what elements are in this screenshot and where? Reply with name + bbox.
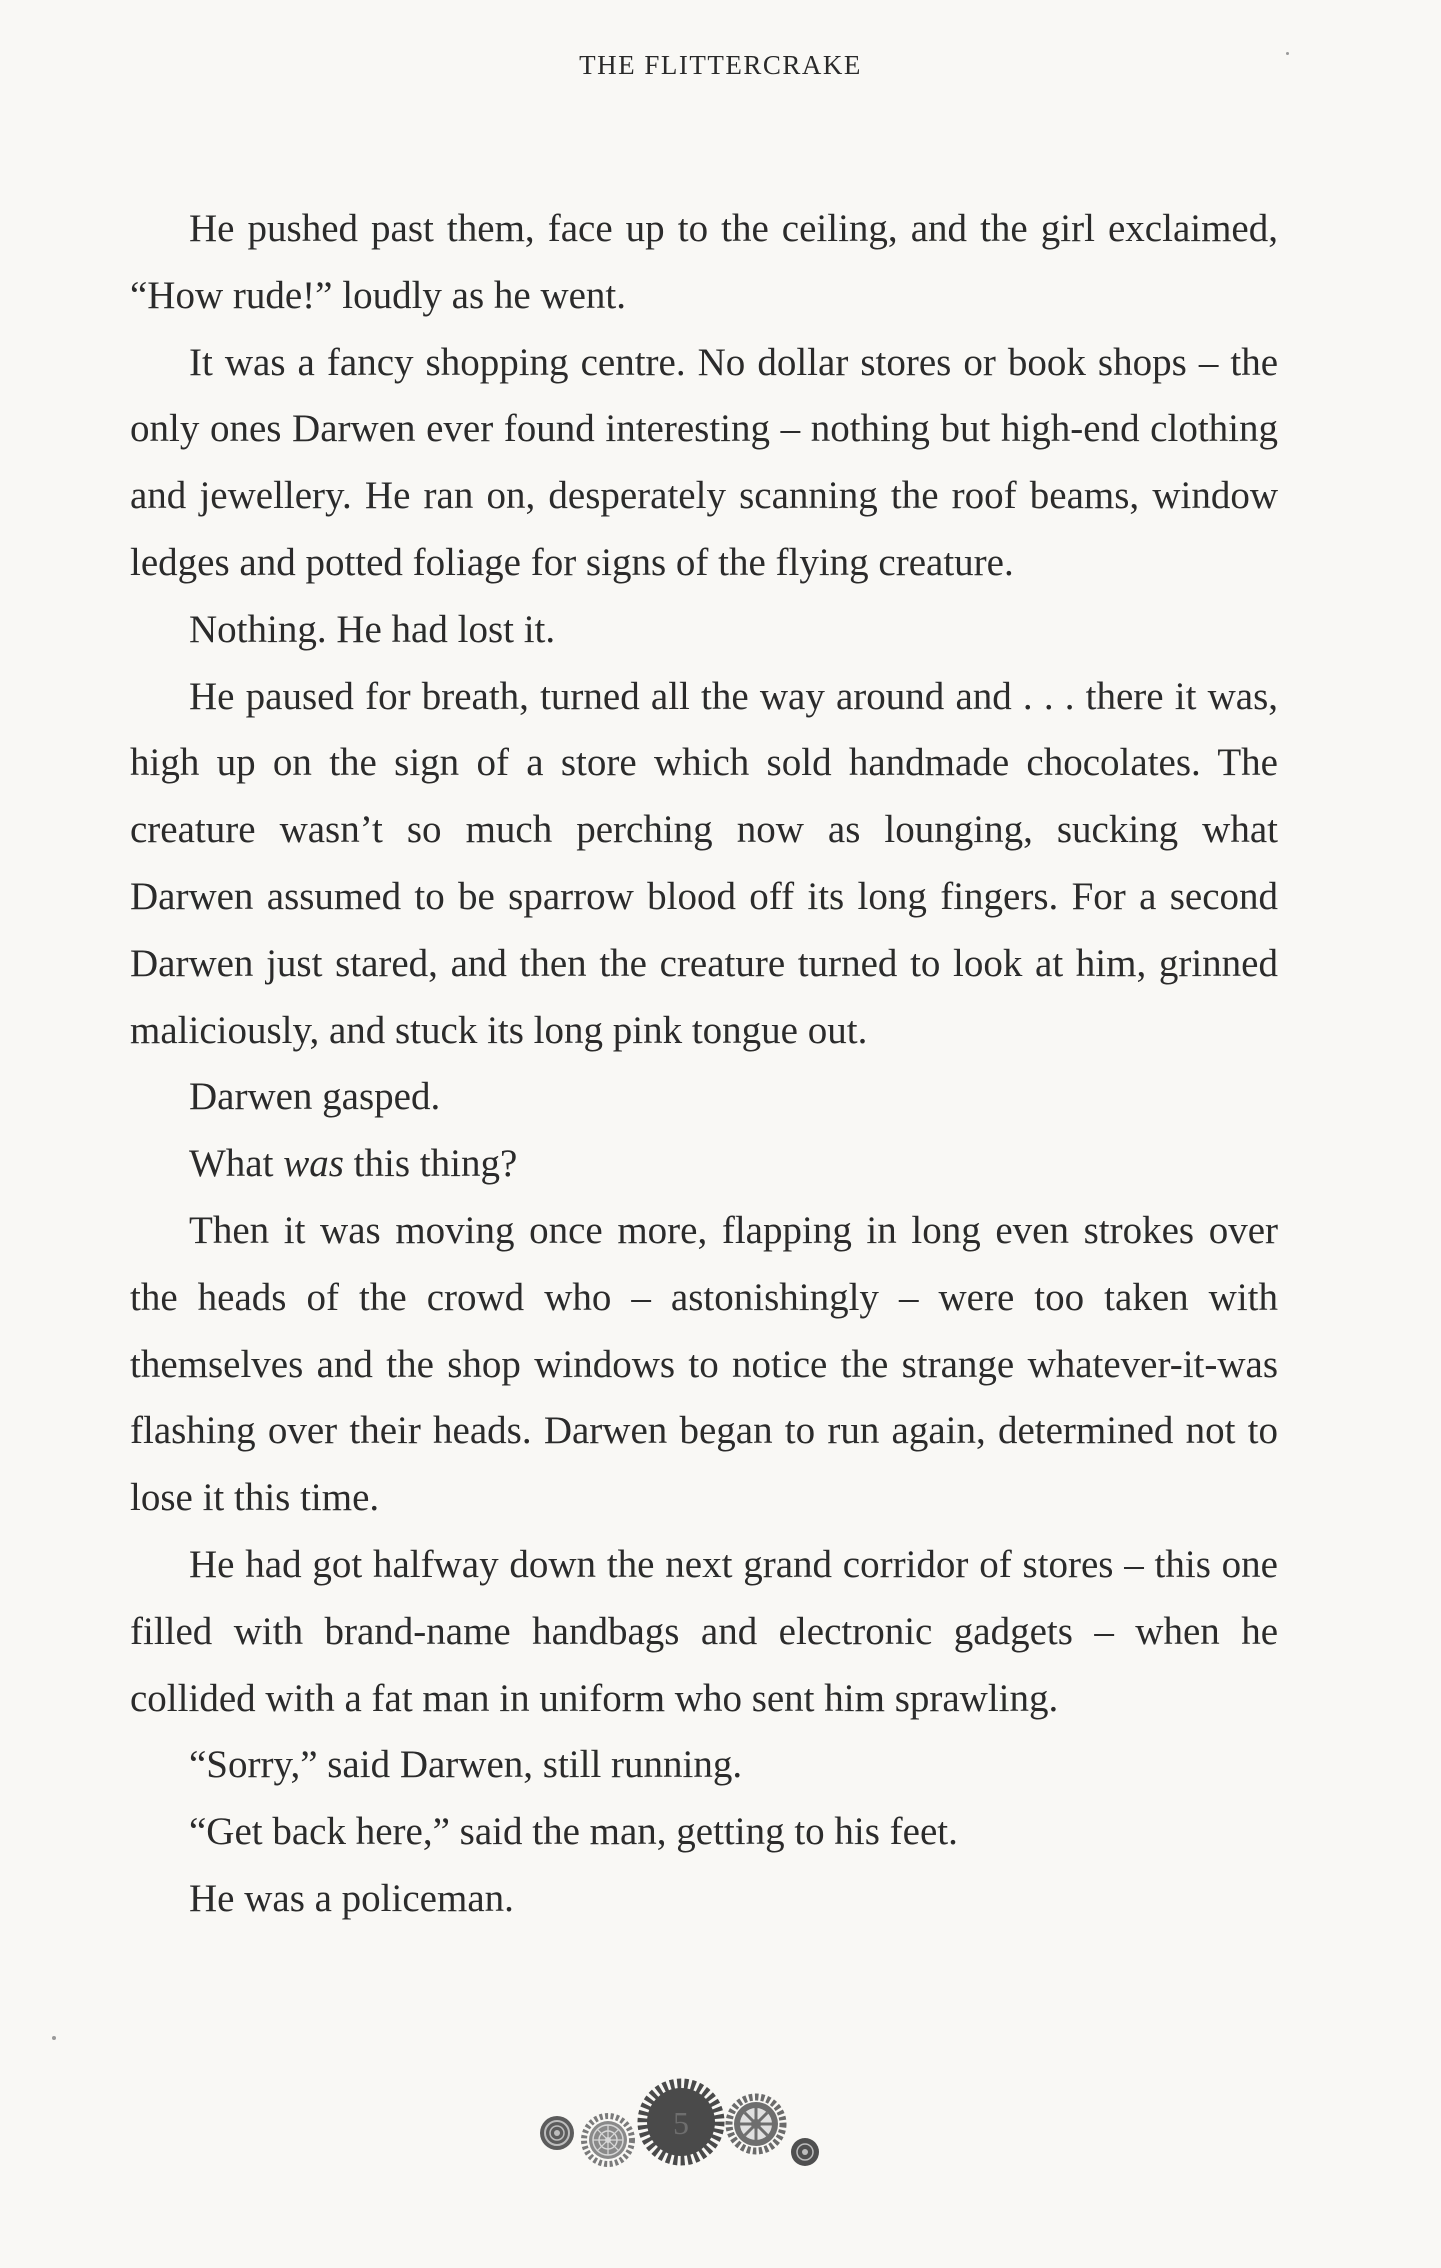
paragraph-text: What — [189, 1142, 284, 1186]
paragraph: He pushed past them, face up to the ceiling, and the girl exclaimed, “How rude!” loudly as he went. — [130, 207, 1278, 317]
paragraph: Nothing. He had lost it. — [189, 607, 556, 651]
paragraph: It was a fancy shopping centre. No dollar stores or book shops – the only ones Darwen ever found interesting – nothing but high-end clothing and jewellery. He ran on, desperately scanning the roof beams, window ledges and potted foliage for signs of the flying creature. — [130, 340, 1278, 584]
gear-icon — [729, 2097, 783, 2151]
paragraph: He paused for breath, turned all the way around and . . . there it was, high up on the sign of a store which sold handmade chocolates. The creature wasn’t so much perching now as lounging, sucking what Darwen assumed to be sparrow blood off its long fingers. For a second Darwen just stared, and then the creature turned to look at him, grinned maliciously, and stuck its long pink tongue out. — [130, 674, 1278, 1052]
paragraph: Then it was moving once more, flapping in long even strokes over the heads of the crowd who – astonishingly – were too taken with themselves and the shop windows to notice the strange whatever-it-was flashing over their heads. Darwen began to run again, determined not to lose it this time. — [130, 1208, 1278, 1520]
paragraph: “Get back here,” said the man, getting to his feet. — [189, 1810, 958, 1854]
emphasis-text: was — [283, 1142, 344, 1186]
paragraph — [130, 1131, 1278, 1198]
gear-icon — [540, 2116, 574, 2150]
page-number: 5 — [673, 2105, 689, 2141]
gear-icon — [791, 2138, 819, 2166]
gear-icon — [584, 2116, 632, 2164]
paragraph: “Sorry,” said Darwen, still running. — [189, 1743, 743, 1787]
paper-speck — [52, 2036, 56, 2040]
paragraph: Darwen gasped. — [189, 1075, 441, 1119]
body-text — [130, 196, 1278, 1933]
paragraph: He was a policeman. — [189, 1876, 514, 1920]
gear-ornament — [520, 2070, 880, 2180]
running-head: THE FLITTERCRAKE — [579, 50, 862, 80]
paper-speck — [1286, 52, 1289, 55]
paragraph: He had got halfway down the next grand corridor of stores – this one filled with brand-name handbags and electronic gadgets – when he collided with a fat man in uniform who sent him sprawling. — [130, 1542, 1278, 1720]
paragraph-text: this thing? — [343, 1142, 518, 1186]
